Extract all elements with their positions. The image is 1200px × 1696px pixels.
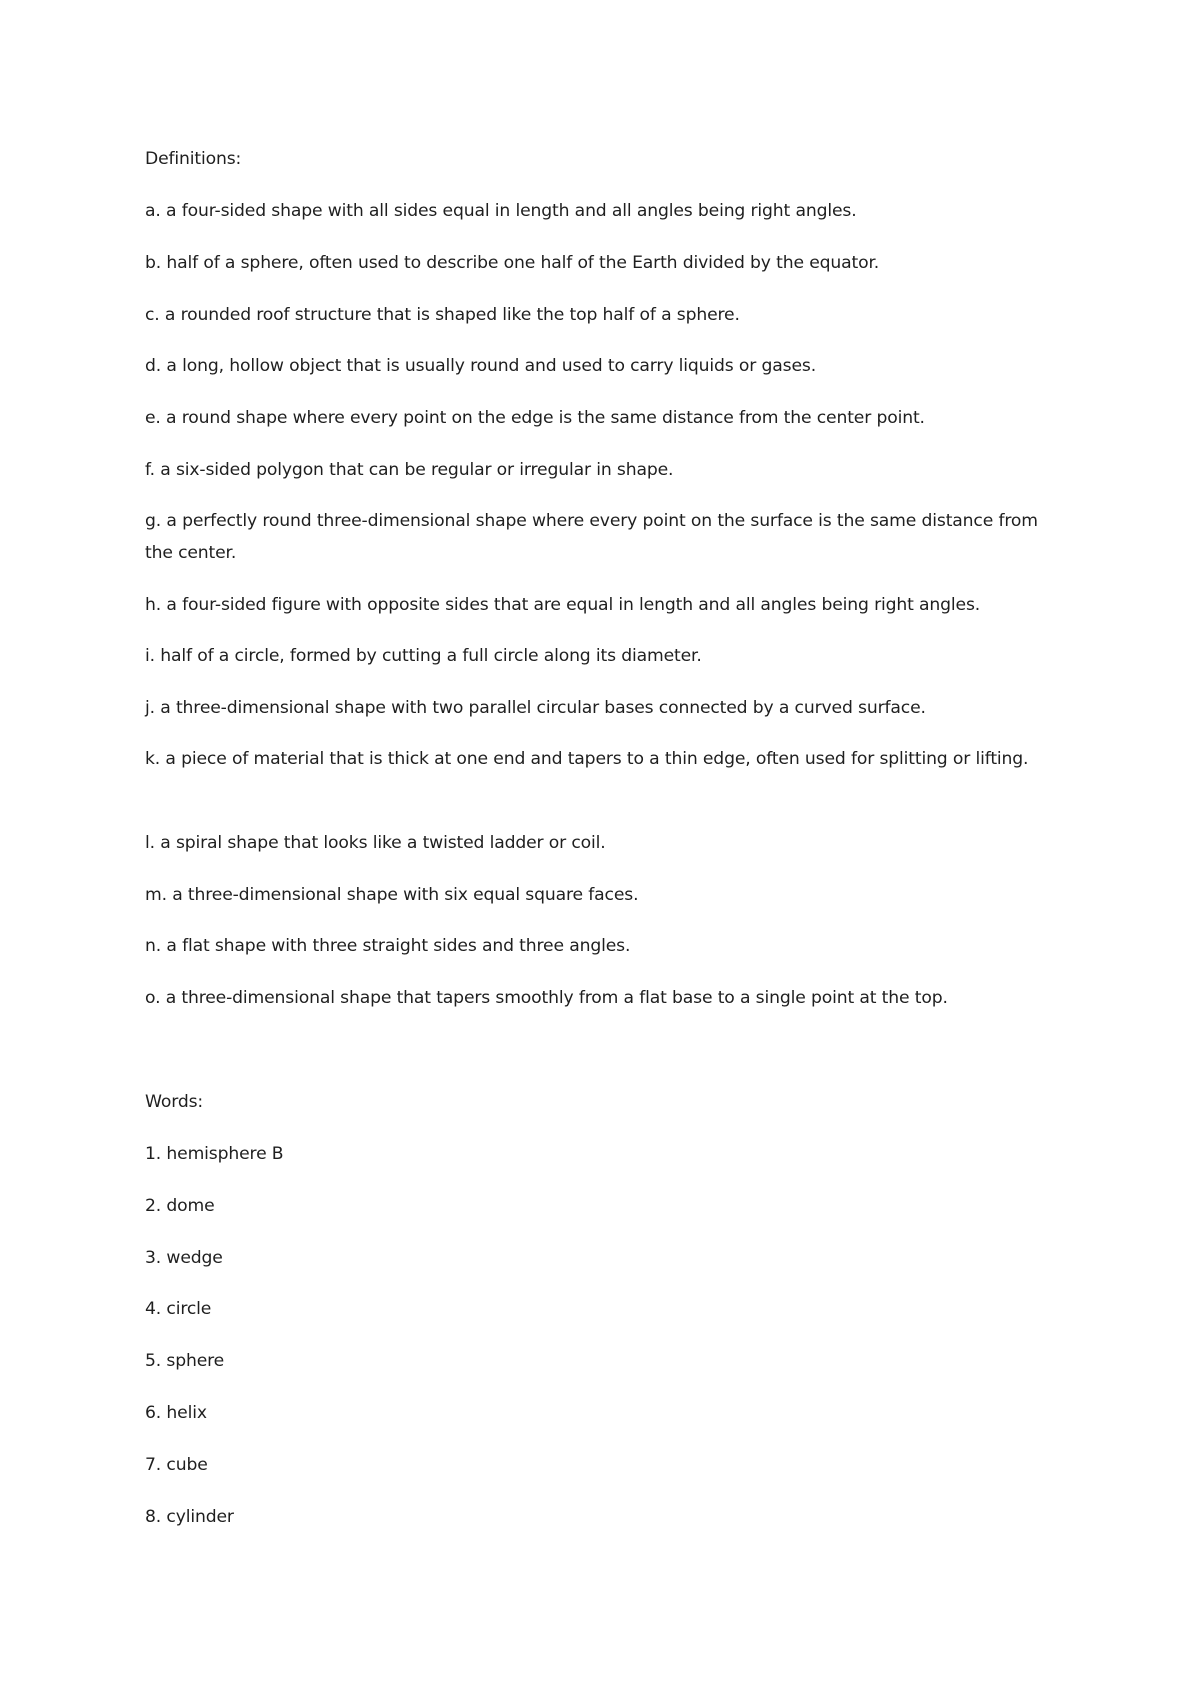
word-8: 8. cylinder xyxy=(145,1507,234,1527)
definition-o: o. a three-dimensional shape that tapers smoothly from a flat base to a single point at the top. xyxy=(145,988,948,1008)
definition-f: f. a six-sided polygon that can be regular or irregular in shape. xyxy=(145,460,674,480)
words-heading: Words: xyxy=(145,1092,204,1112)
word-3: 3. wedge xyxy=(145,1248,223,1268)
definitions-heading: Definitions: xyxy=(145,149,242,169)
definition-m: m. a three-dimensional shape with six equal square faces. xyxy=(145,885,639,905)
word-6: 6. helix xyxy=(145,1403,207,1423)
definition-b: b. half of a sphere, often used to describe one half of the Earth divided by the equator. xyxy=(145,253,880,273)
word-5: 5. sphere xyxy=(145,1351,225,1371)
definition-g: g. a perfectly round three-dimensional shape where every point on the surface is the same distance from the center. xyxy=(145,511,1038,563)
definition-l: l. a spiral shape that looks like a twisted ladder or coil. xyxy=(145,833,606,853)
definition-j: j. a three-dimensional shape with two parallel circular bases connected by a curved surface. xyxy=(145,698,926,718)
definition-h: h. a four-sided figure with opposite sides that are equal in length and all angles being right angles. xyxy=(145,595,981,615)
word-2: 2. dome xyxy=(145,1196,215,1216)
definition-a: a. a four-sided shape with all sides equal in length and all angles being right angles. xyxy=(145,201,857,221)
word-1: 1. hemisphere B xyxy=(145,1144,284,1164)
word-4: 4. circle xyxy=(145,1299,212,1319)
definition-d: d. a long, hollow object that is usually round and used to carry liquids or gases. xyxy=(145,356,817,376)
definition-k: k. a piece of material that is thick at one end and tapers to a thin edge, often used for splitting or lifting. xyxy=(145,749,1029,769)
definition-n: n. a flat shape with three straight sides and three angles. xyxy=(145,936,631,956)
definition-i: i. half of a circle, formed by cutting a full circle along its diameter. xyxy=(145,646,702,666)
definition-c: c. a rounded roof structure that is shaped like the top half of a sphere. xyxy=(145,305,740,325)
word-7: 7. cube xyxy=(145,1455,208,1475)
definition-e: e. a round shape where every point on the edge is the same distance from the center point. xyxy=(145,408,925,428)
